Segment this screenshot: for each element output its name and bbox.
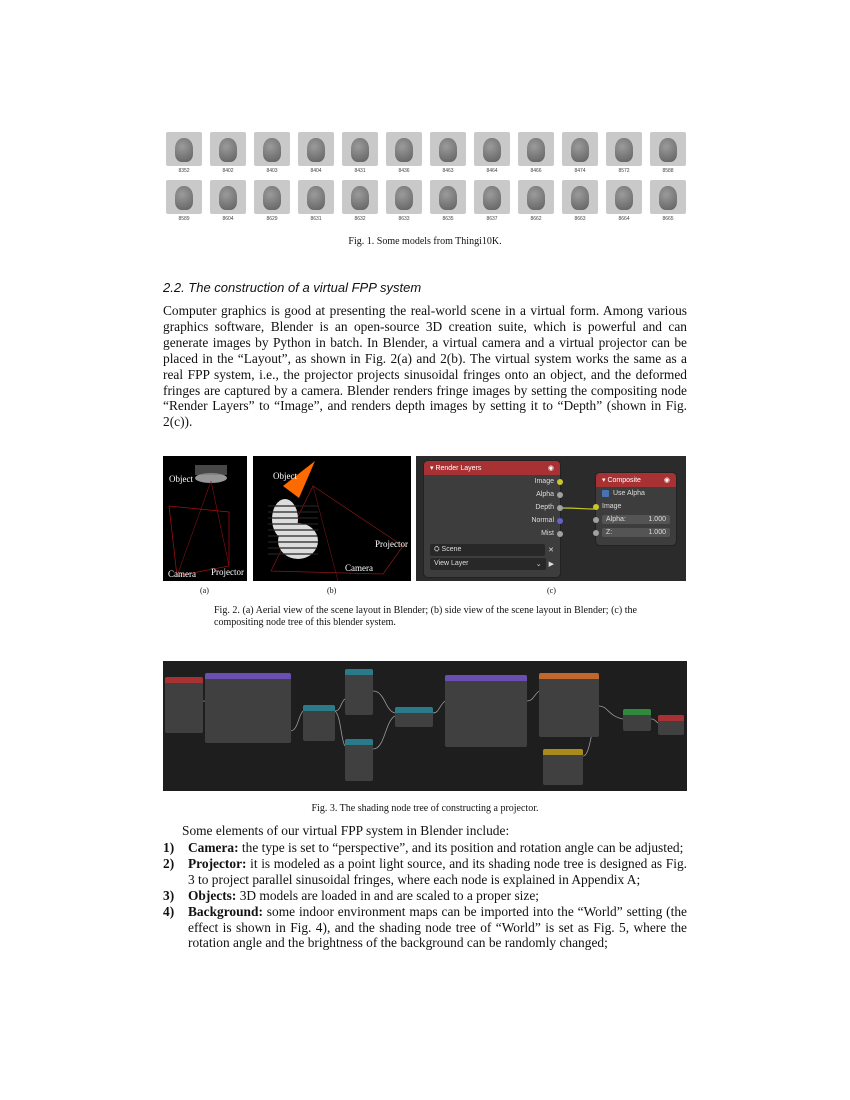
model-image (606, 132, 642, 166)
output-label: Mist (541, 530, 554, 537)
model-image (254, 180, 290, 214)
z-value: 1.000 (648, 529, 666, 536)
fig3-node-mapping-2 (445, 675, 527, 747)
model-id: 8633 (398, 216, 410, 222)
fig1-thumbnail-grid (166, 132, 686, 228)
fig2b-camera-label: Camera (345, 563, 373, 573)
list-number: 1) (163, 840, 175, 855)
fig3-node-texcoord (165, 677, 203, 733)
model-thumbnail (606, 132, 642, 174)
model-id: 8436 (398, 168, 410, 174)
fig2c-compositor (416, 456, 686, 581)
model-image (430, 180, 466, 214)
output-label: Depth (535, 504, 554, 511)
fig3-caption: Fig. 3. The shading node tree of constructing a projector. (311, 803, 539, 814)
model-thumbnail (298, 132, 334, 174)
model-id: 8629 (266, 216, 278, 222)
fig2-caption: Fig. 2. (a) Aerial view of the scene layout in Blender; (b) side view of the scene layout in Blender; (c) the compositing node tree of this blender system. (214, 605, 637, 628)
fig3-node-separate (303, 705, 335, 741)
composite-image-input[interactable] (596, 500, 676, 513)
collapse-arrow-icon[interactable]: ▾ (602, 477, 608, 484)
fig2a-object-label: Object (169, 474, 193, 484)
use-alpha-label: Use Alpha (613, 490, 645, 497)
model-thumbnail (254, 132, 290, 174)
fig2a-aerial-view (163, 456, 247, 581)
model-id: 8637 (486, 216, 498, 222)
model-thumbnail (210, 132, 246, 174)
render-layers-outputs (424, 475, 560, 540)
list-item (163, 904, 687, 952)
fig1-caption: Fig. 1. Some models from Thingi10K. (348, 236, 502, 247)
model-image (650, 180, 686, 214)
output-socket[interactable] (557, 479, 563, 485)
alpha-value: 1.000 (648, 516, 666, 523)
model-image (386, 180, 422, 214)
render-layers-title: Render Layers (435, 465, 482, 472)
model-thumbnail (386, 132, 422, 174)
model-thumbnail (210, 180, 246, 222)
alpha-socket[interactable] (593, 517, 599, 523)
model-thumbnail (298, 180, 334, 222)
list-number: 4) (163, 903, 175, 919)
fig1-row-2 (166, 180, 686, 222)
model-id: 8403 (266, 168, 278, 174)
output-socket[interactable] (557, 505, 563, 511)
z-label: Z: (606, 529, 613, 536)
fig3-node-emission (623, 709, 651, 731)
fig2a-projector-label: Projector (211, 567, 244, 577)
fig2a-camera-label: Camera (168, 569, 196, 579)
view-layer-selector[interactable] (424, 557, 560, 570)
model-thumbnail (474, 180, 510, 222)
output-socket[interactable] (557, 492, 563, 498)
model-id: 8662 (530, 216, 542, 222)
model-thumbnail (166, 180, 202, 222)
output-image[interactable] (424, 475, 560, 488)
model-id: 8665 (662, 216, 674, 222)
model-image (298, 132, 334, 166)
model-thumbnail (430, 180, 466, 222)
model-id: 8463 (442, 168, 454, 174)
model-image (254, 132, 290, 166)
view-layer-value: View Layer (434, 559, 469, 567)
scene-selector[interactable] (424, 543, 560, 556)
fig3-node-math-2 (345, 739, 373, 781)
model-id: 8464 (486, 168, 498, 174)
list-item (163, 888, 687, 904)
alpha-field[interactable] (596, 513, 676, 526)
model-thumbnail (386, 180, 422, 222)
model-thumbnail (518, 132, 554, 174)
fig2b-object-label: Object (273, 471, 297, 481)
model-id: 8474 (574, 168, 586, 174)
model-id: 8572 (618, 168, 630, 174)
list-term: Objects: (188, 887, 237, 903)
list-intro: Some elements of our virtual FPP system in Blender include: (182, 823, 510, 838)
section-paragraph: Computer graphics is good at presenting the real-world scene in a virtual form. Among various graphics software, Blender is an open-source 3D creation suite, which is powerful and can generate images by Python in batch. In Blender, a virtual camera and a virtual projector can be placed in the “Layout”, as shown in Fig. 2(a) and 2(b). The virtual system works the same as a real FPP system, i.e., the projector projects sinusoidal fringes onto an object, and the deformed fringes are captured by a camera. Blender renders fringe images by setting the compositing node “Render Layers” to “Image”, and renders depth images by setting it to “Depth” (shown in Fig. 2(c)). (163, 303, 687, 430)
model-image (166, 180, 202, 214)
model-thumbnail (518, 180, 554, 222)
composite-header[interactable] (596, 473, 676, 487)
output-alpha[interactable] (424, 488, 560, 501)
fig1-row-1 (166, 132, 686, 174)
model-image (430, 132, 466, 166)
model-image (166, 132, 202, 166)
list-term: Background: (188, 903, 263, 919)
list-text: it is modeled as a point light source, and its shading node tree is designed as Fig. 3 to project parallel sinusoidal fringes, where each node is explained in Appendix A; (188, 855, 687, 887)
chevron-down-icon: ⌄ (535, 560, 542, 568)
model-id: 8589 (178, 216, 190, 222)
model-image (562, 132, 598, 166)
model-image (386, 132, 422, 166)
z-socket[interactable] (593, 530, 599, 536)
model-image (650, 132, 686, 166)
fig3-node-combine (395, 707, 433, 727)
model-id: 8604 (222, 216, 234, 222)
model-id: 8404 (310, 168, 322, 174)
list-number: 3) (163, 887, 175, 903)
fig2c-label: (c) (547, 586, 556, 595)
model-id: 8663 (574, 216, 586, 222)
model-image (518, 132, 554, 166)
model-id: 8466 (530, 168, 542, 174)
list-text: 3D models are loaded in and are scaled to a proper size; (236, 887, 539, 903)
composite-icon: ◉ (663, 477, 670, 484)
scene-value: Scene (441, 545, 462, 553)
output-depth[interactable] (424, 501, 560, 514)
model-image (210, 180, 246, 214)
model-thumbnail (562, 132, 598, 174)
model-thumbnail (650, 180, 686, 222)
model-thumbnail (166, 132, 202, 174)
fig3-node-mapping (205, 673, 291, 743)
model-image (342, 180, 378, 214)
model-thumbnail (606, 180, 642, 222)
section-heading: 2.2. The construction of a virtual FPP system (163, 280, 422, 295)
model-image (342, 132, 378, 166)
model-id: 8352 (178, 168, 190, 174)
render-layers-icon: ◉ (547, 465, 554, 472)
composite-node[interactable] (596, 473, 676, 545)
model-image (474, 180, 510, 214)
model-thumbnail (562, 180, 598, 222)
use-alpha-checkbox[interactable] (596, 487, 676, 500)
model-thumbnail (430, 132, 466, 174)
output-label: Alpha (536, 491, 554, 498)
list-item (163, 856, 687, 888)
model-image (562, 180, 598, 214)
output-socket[interactable] (557, 531, 563, 537)
model-id: 8664 (618, 216, 630, 222)
model-image (518, 180, 554, 214)
model-thumbnail (474, 132, 510, 174)
fig3-shading-node-tree (163, 661, 687, 791)
scene-icon: ⛭ (434, 545, 442, 553)
fig2a-label: (a) (200, 586, 209, 595)
composite-title: Composite (607, 477, 641, 484)
fig2b-projector-label: Projector (375, 539, 408, 549)
scene-clear-icon[interactable]: ✕ (548, 546, 554, 554)
model-thumbnail (342, 132, 378, 174)
model-thumbnail (650, 132, 686, 174)
z-field[interactable] (596, 526, 676, 539)
fig2b-label: (b) (327, 586, 337, 595)
model-id: 8631 (310, 216, 322, 222)
model-id: 8588 (662, 168, 674, 174)
collapse-arrow-icon[interactable]: ▾ (430, 465, 436, 472)
model-image (606, 180, 642, 214)
output-mist[interactable] (424, 527, 560, 540)
render-layers-header[interactable] (424, 461, 560, 475)
list-term: Projector: (188, 855, 247, 871)
checkbox-checked-icon[interactable] (602, 490, 609, 497)
model-image (298, 180, 334, 214)
list-number: 2) (163, 855, 175, 871)
composite-image-label: Image (602, 503, 622, 510)
list-term: Camera: (188, 840, 239, 855)
model-id: 8632 (354, 216, 366, 222)
fig3-node-math-1 (345, 669, 373, 715)
model-id: 8431 (354, 168, 366, 174)
model-thumbnail (254, 180, 290, 222)
output-label: Normal (531, 517, 554, 524)
list-item (163, 840, 687, 856)
image-socket[interactable] (593, 504, 599, 510)
fig2b-side-view (253, 456, 411, 581)
model-image (474, 132, 510, 166)
fig3-node-light-falloff (543, 749, 583, 785)
elements-list (163, 840, 687, 951)
render-button-icon[interactable]: ▶ (548, 560, 554, 568)
alpha-label: Alpha: (606, 516, 626, 523)
list-text: some indoor environment maps can be imported into the “World” setting (the effect is shown in Fig. 4), and the shading node tree of “World” is set as Fig. 5, where the rotation angle and the brightness of the background can be randomly changed; (188, 903, 687, 951)
list-text: the type is set to “perspective”, and its position and rotation angle can be adjusted; (238, 840, 684, 855)
model-image (210, 132, 246, 166)
output-label: Image (534, 478, 554, 485)
model-id: 8402 (222, 168, 234, 174)
fig3-node-image-texture (539, 673, 599, 737)
render-layers-node[interactable] (424, 461, 560, 577)
fig3-node-light-output (658, 715, 684, 735)
model-id: 8635 (442, 216, 454, 222)
output-normal[interactable] (424, 514, 560, 527)
model-thumbnail (342, 180, 378, 222)
output-socket[interactable] (557, 518, 563, 524)
